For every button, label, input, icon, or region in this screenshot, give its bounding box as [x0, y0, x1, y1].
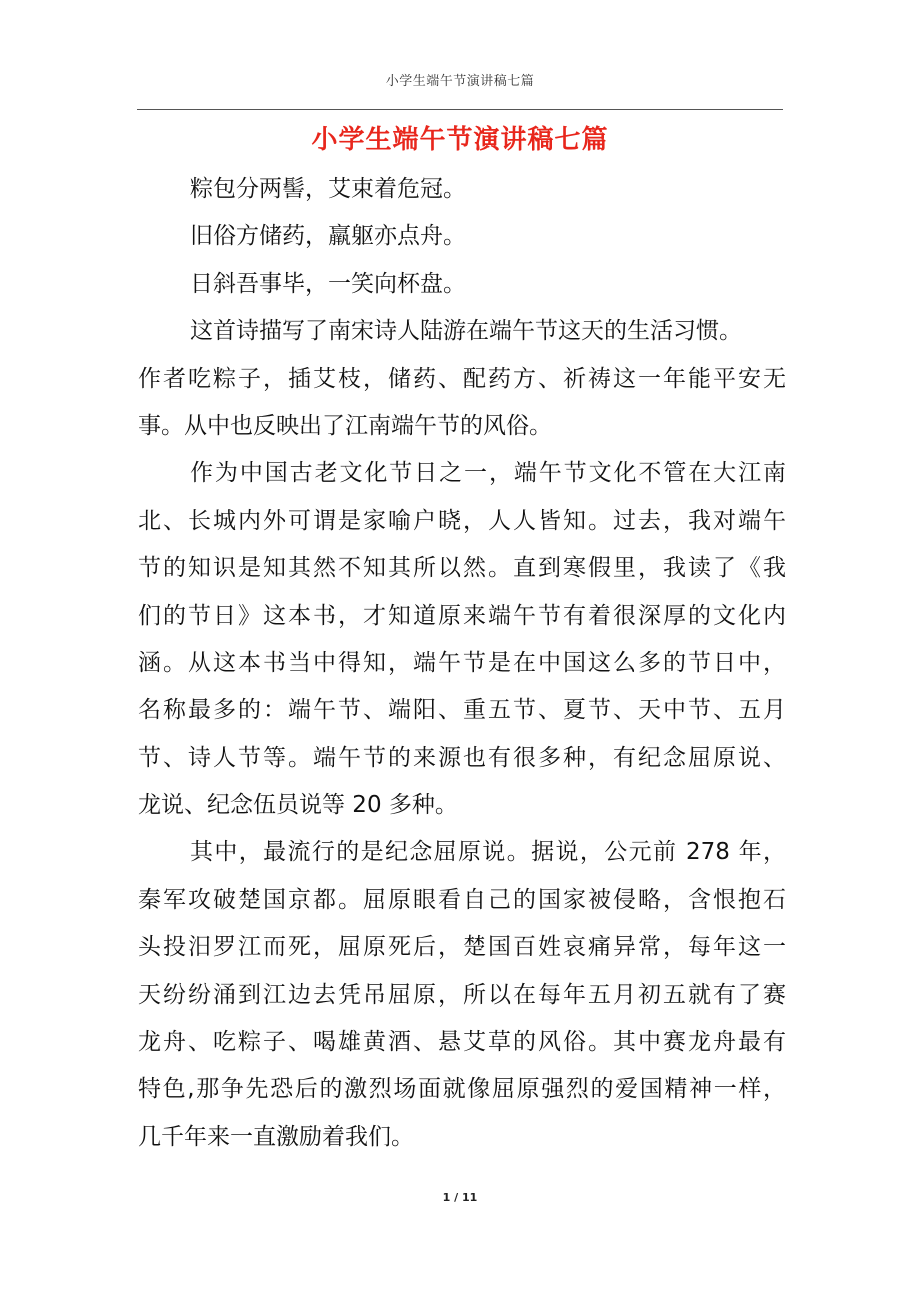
paragraph-line: 几千年来一直激励着我们。 — [138, 1123, 414, 1150]
paragraph-line: 作者吃粽子，插艾枝，储药、配药方、祈祷这一年能平安无 — [138, 365, 786, 392]
paragraph-line: 天纷纷涌到江边去凭吊屈原，所以在每年五月初五就有了赛 — [138, 981, 786, 1008]
poem-line-2: 旧俗方储药，羸躯亦点舟。 — [190, 223, 466, 250]
header-divider — [137, 109, 783, 110]
paragraph-line: 们的节日》这本书，才知道原来端午节有着很深厚的文化内 — [138, 602, 786, 629]
poem-line-1: 粽包分两髻，艾束着危冠。 — [190, 176, 466, 202]
document-title: 小学生端午节演讲稿七篇 — [311, 125, 609, 155]
paragraph-line: 节、诗人节等。端午节的来源也有很多种，有纪念屈原说、 — [138, 744, 786, 771]
paragraph-line: 这首诗描写了南宋诗人陆游在端午节这天的生活习惯。 — [190, 318, 742, 345]
paragraph-line: 其中，最流行的是纪念屈原说。据说，公元前 278 年， — [190, 839, 786, 866]
paragraph-line: 北、长城内外可谓是家喻户晓，人人皆知。过去，我对端午 — [138, 507, 786, 534]
paragraph-line: 龙舟、吃粽子、喝雄黄酒、悬艾草的风俗。其中赛龙舟最有 — [138, 1029, 786, 1056]
paragraph-line: 节的知识是知其然不知其所以然。直到寒假里，我读了《我 — [138, 555, 786, 582]
page-number: 1 / 11 — [442, 1191, 478, 1204]
paragraph-line: 涵。从这本书当中得知，端午节是在中国这么多的节日中， — [138, 649, 786, 676]
paragraph-line: 事。从中也反映出了江南端午节的风俗。 — [138, 412, 552, 439]
poem-line-3: 日斜吾事毕，一笑向杯盘。 — [190, 270, 466, 297]
paragraph-line: 头投汨罗江而死，屈原死后，楚国百姓哀痛异常，每年这一 — [138, 934, 786, 961]
paragraph-line: 名称最多的：端午节、端阳、重五节、夏节、天中节、五月 — [138, 697, 786, 724]
paragraph-line: 特色,那争先恐后的激烈场面就像屈原强烈的爱国精神一样， — [138, 1076, 786, 1103]
running-header: 小学生端午节演讲稿七篇 — [385, 74, 535, 89]
paragraph-line: 龙说、纪念伍员说等 20 多种。 — [138, 792, 458, 819]
paragraph-line: 秦军攻破楚国京都。屈原眼看自己的国家被侵略，含恨抱石 — [138, 886, 786, 913]
document-body — [138, 166, 786, 1161]
paragraph-line: 作为中国古老文化节日之一，端午节文化不管在大江南 — [190, 460, 786, 487]
